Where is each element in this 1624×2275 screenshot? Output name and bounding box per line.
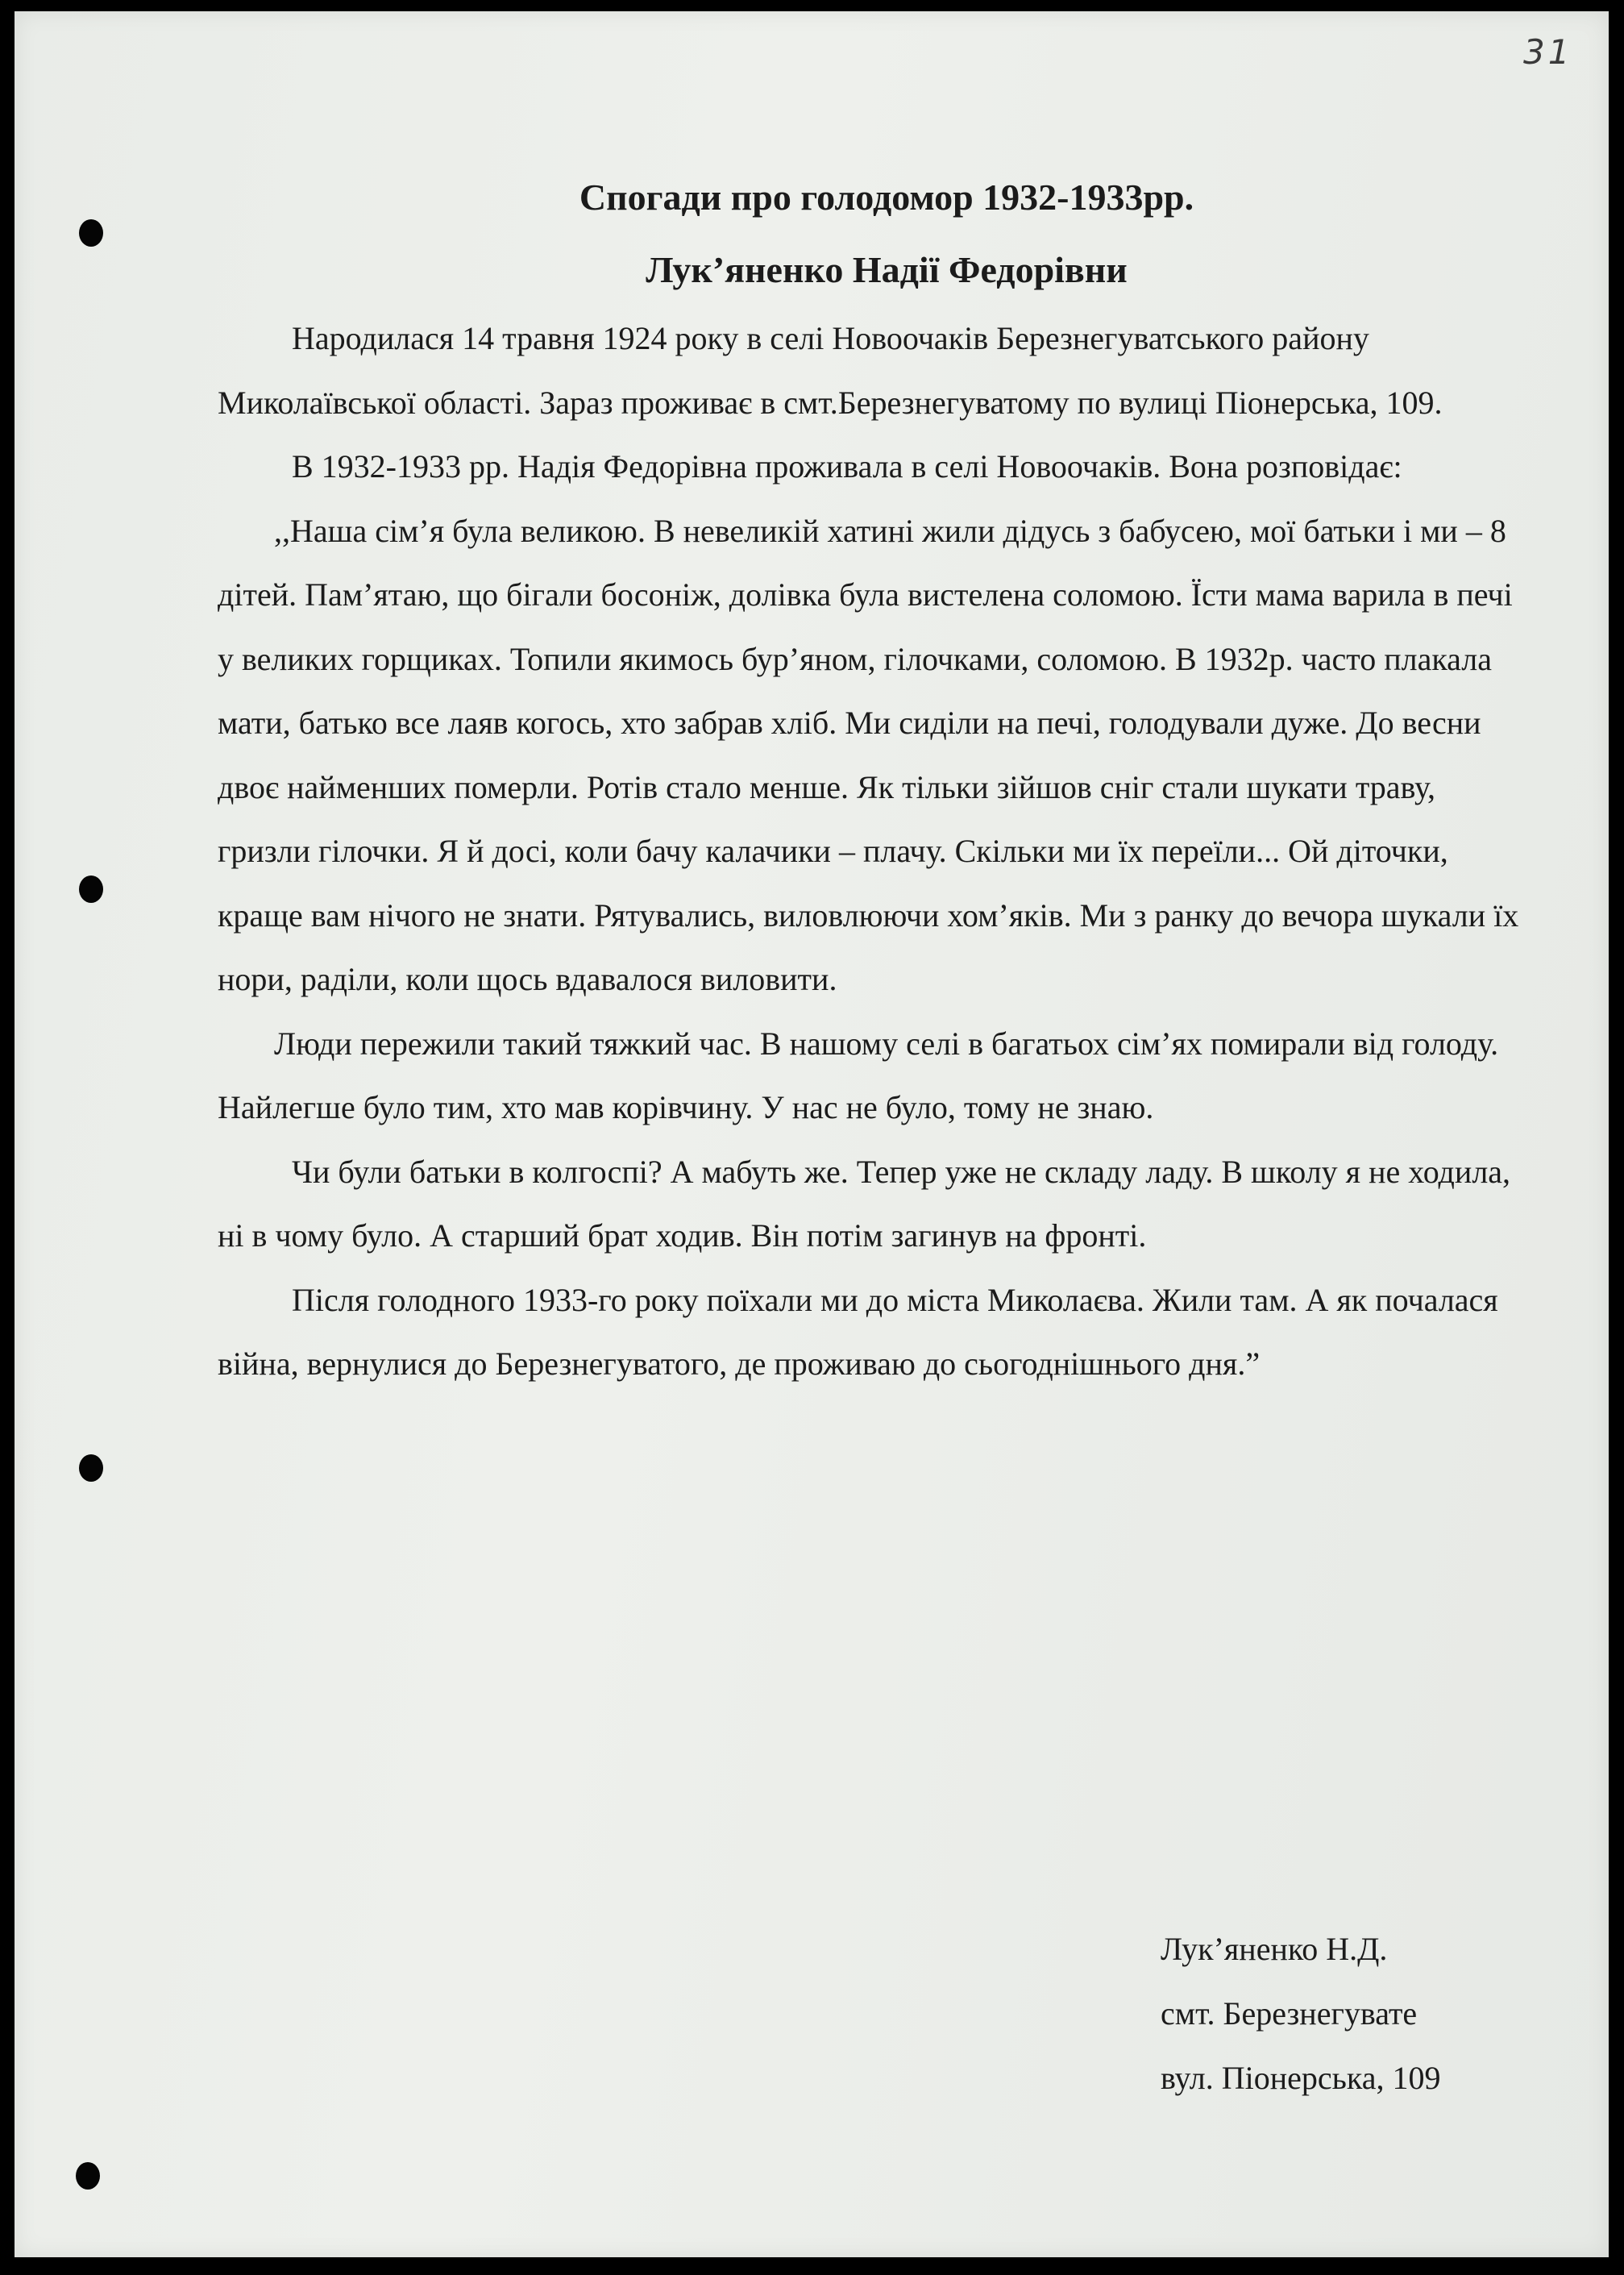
paragraph-after: Після голодного 1933-го року поїхали ми до міста Миколаєва. Жили там. А як почалася війна, вернулися до Березнегуватого, де проживаю до сьогоднішнього дня.”: [218, 1281, 1498, 1382]
punch-hole: [79, 1454, 103, 1482]
signature-settlement: смт. Березнегувате: [1161, 1995, 1418, 2032]
paragraph-kolkhoz: Чи були батьки в колгоспі? А мабуть же. Тепер уже не складу ладу. В школу я не ходила, ні в чому було. А старший брат ходив. Він потім загинув на фронті.: [218, 1153, 1511, 1254]
title-line-2: Лук’яненко Надії Федорівни: [646, 249, 1128, 290]
paragraph-people: Люди пережили такий тяжкий час. В нашому селі в багатьох сім’ях помирали від голоду. Найлегше було тим, хто мав корівчину. У нас не було, тому не знаю.: [218, 1025, 1499, 1125]
signature-name: Лук’яненко Н.Д.: [1161, 1931, 1388, 1967]
punch-hole: [79, 219, 103, 247]
paragraph-residence: В 1932-1933 рр. Надія Федорівна проживала в селі Новоочаків. Вона розповідає:: [292, 448, 1402, 485]
signature-street: вул. Піонерська, 109: [1161, 2060, 1441, 2096]
page-number: 31: [1523, 32, 1573, 72]
document-body: [218, 161, 1523, 1396]
punch-hole: [79, 875, 103, 903]
paragraph-testimony: ,,Наша сім’я була великою. В невеликій хатині жили дідусь з бабусею, мої батьки і ми – 8 дітей. Пам’ятаю, що бігали босоніж, долівка була вистелена соломою. Їсти мама варила в печі у великих горщиках. Топили якимось бур’яном, гілочками, соломою. В 1932р. часто плакала мати, батько все лаяв когось, хто забрав хліб. Ми сиділи на печі, голодували дуже. До весни двоє найменших померли. Ротів стало менше. Як тільки зійшов сніг стали шукати траву, гризли гілочки. Я й досі, коли бачу калачики – плачу. Скільки ми їх переїли... Ой діточки, краще вам нічого не знати. Рятувались, виловлюючи хом’яків. Ми з ранку до вечора шукали їх нори, раділи, коли щось вдавалося виловити.: [218, 512, 1519, 997]
signature-block: [1161, 1917, 1440, 2111]
punch-hole: [76, 2162, 100, 2190]
paragraph-birth: Народилася 14 травня 1924 року в селі Новоочаків Березнегуватського району Миколаївської області. Зараз проживає в смт.Березнегуватому по вулиці Піонерська, 109.: [218, 320, 1443, 421]
title-line-1: Спогади про голодомор 1932-1933рр.: [579, 177, 1194, 218]
